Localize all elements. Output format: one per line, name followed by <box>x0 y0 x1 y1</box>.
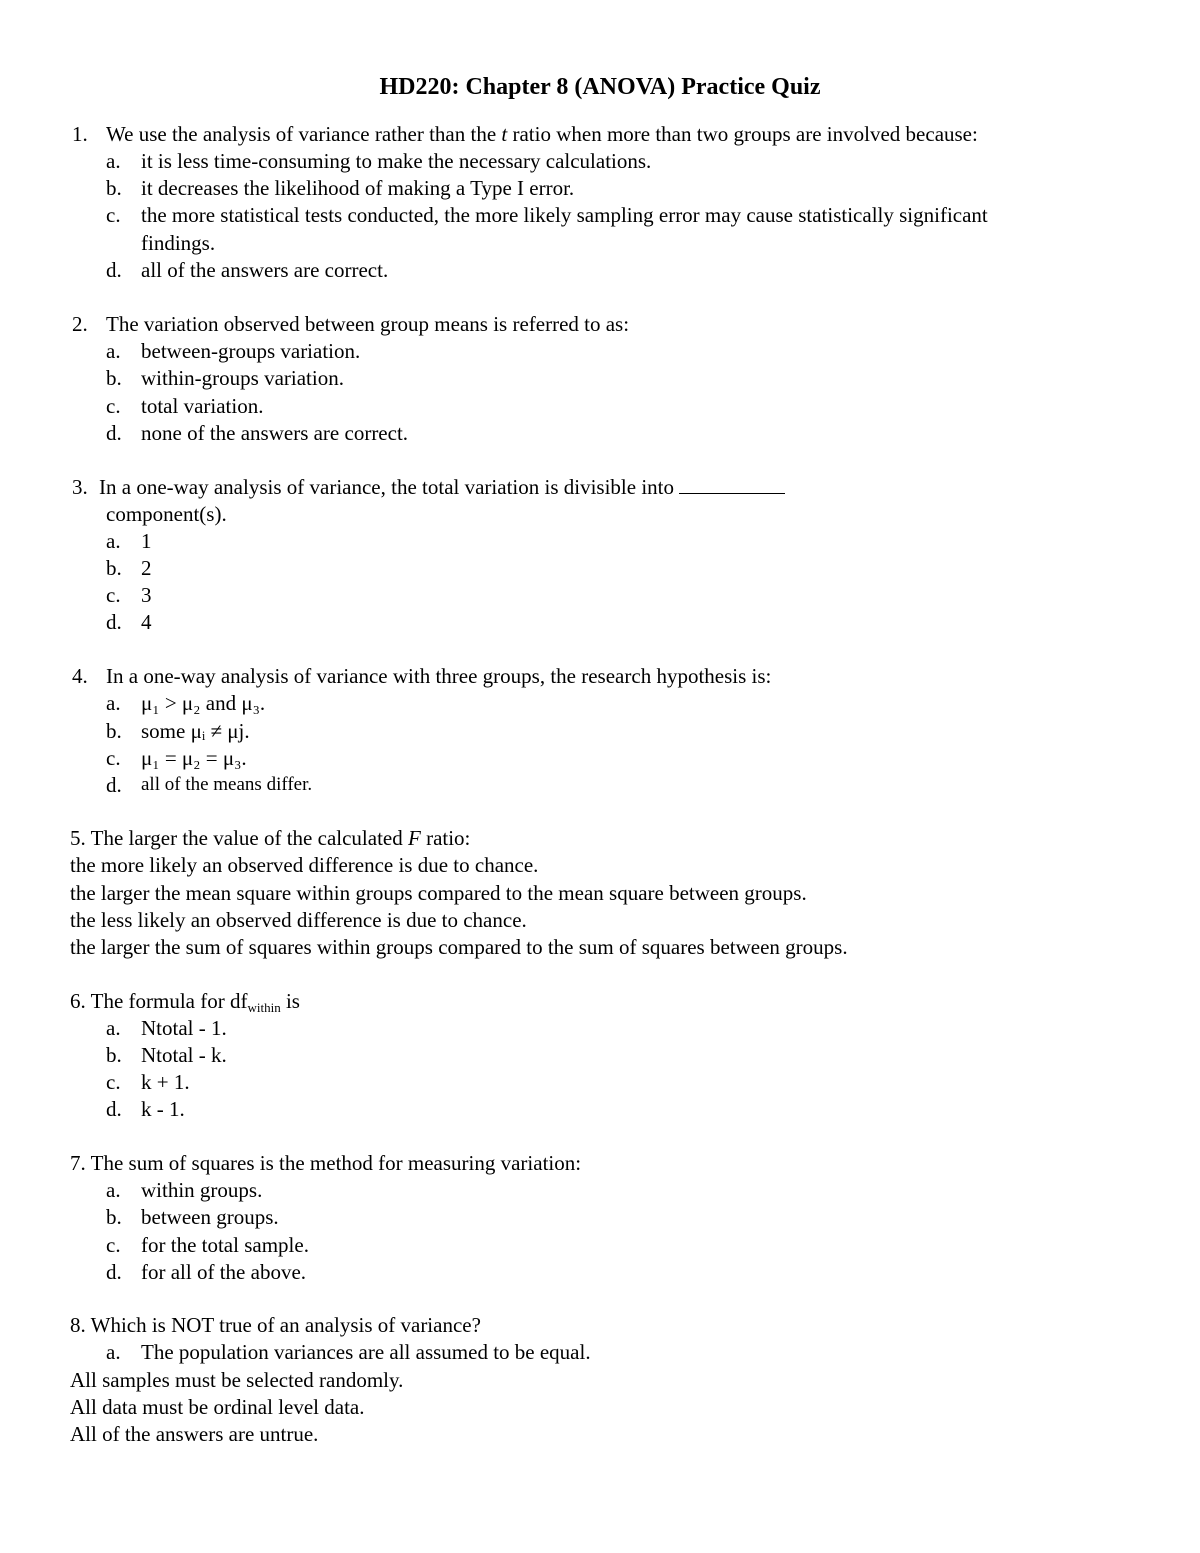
question-number: 4. <box>72 664 88 688</box>
page-title: HD220: Chapter 8 (ANOVA) Practice Quiz <box>379 74 821 100</box>
question-number: 2. <box>72 312 88 336</box>
question-stem: 8. Which is NOT true of an analysis of variance? <box>70 1313 481 1337</box>
question-stem: In a one-way analysis of variance, the total variation is divisible into <box>99 474 785 500</box>
question-stem: We use the analysis of variance rather than the t ratio when more than two groups are involved because: <box>106 122 978 146</box>
question-stem: 7. The sum of squares is the method for measuring variation: <box>70 1151 582 1175</box>
question-stem: 5. The larger the value of the calculated F ratio: <box>70 826 471 850</box>
question-number: 3. <box>72 475 88 499</box>
question-stem: The variation observed between group means is referred to as: <box>106 312 630 336</box>
question-stem: In a one-way analysis of variance with three groups, the research hypothesis is: <box>106 664 772 688</box>
question-number: 1. <box>72 122 88 146</box>
question-stem: 6. The formula for $df_{within}$ is <box>70 989 300 1015</box>
answer-blank <box>679 475 785 494</box>
